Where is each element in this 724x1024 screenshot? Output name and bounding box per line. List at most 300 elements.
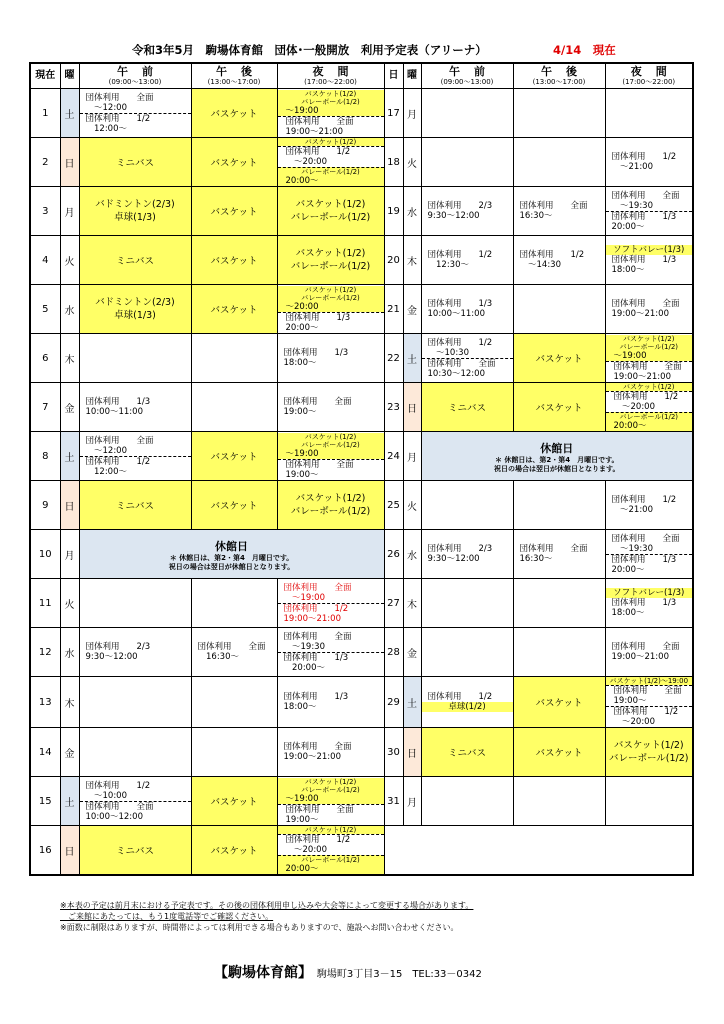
left-ev-line: ～20:00 [285, 845, 327, 855]
facility-name: 【駒場体育館】 [214, 965, 312, 981]
empty-filler [384, 826, 693, 876]
left-pm-cell [191, 432, 277, 481]
right-pm-cell [513, 383, 605, 432]
left-ev-line: 団体利用 1/2 [278, 146, 384, 157]
left-weekday: 日 [60, 826, 79, 876]
left-ev-line: バレーボール(1/2) [278, 167, 384, 176]
right-ev-line: 団体利用 1/3 [606, 554, 693, 565]
closed-title: 休館日 [540, 442, 574, 455]
right-date: 30 [384, 728, 403, 777]
table-row [30, 481, 693, 530]
left-am-line: バドミントン(2/3) [80, 296, 191, 309]
left-pm-cell [191, 187, 277, 236]
left-pm-cell [191, 236, 277, 285]
header-dow2: 曜 [403, 63, 421, 89]
left-pm-line: 団体利用 全面 [197, 642, 266, 652]
left-ev-line: 団体利用 1/3 [278, 652, 384, 663]
right-ev-cell [605, 334, 693, 383]
left-pm-cell [191, 677, 277, 728]
page-title-bar [0, 40, 724, 58]
closed-note: ＊ 休館日は、第2・第4 月曜日です。 [494, 456, 619, 464]
right-pm-activity: バスケット [535, 403, 583, 414]
right-ev-cell [605, 89, 693, 138]
right-ev-lines [606, 534, 693, 575]
left-am-line: 団体利用 1/3 [85, 397, 151, 407]
right-ev-line: 団体利用 1/2 [611, 152, 677, 162]
right-weekday: 木 [403, 579, 421, 628]
left-ev-line: バスケット(1/2) [278, 433, 384, 441]
right-ev-lines [606, 245, 693, 275]
left-am-line: 10:00～12:00 [85, 811, 143, 822]
right-ev-line: 19:00～21:00 [611, 309, 669, 319]
right-am-cell [421, 481, 513, 530]
right-am-line: 9:30～12:00 [427, 211, 480, 221]
right-am-cell [421, 530, 513, 579]
right-ev-line: 団体利用 1/2 [606, 391, 693, 402]
left-am-lines [80, 198, 191, 224]
header-am [79, 63, 191, 89]
left-weekday: 木 [60, 334, 79, 383]
right-ev-cell [605, 777, 693, 826]
right-am-line: 卓球(1/2) [422, 702, 513, 712]
left-ev-lines [278, 247, 384, 273]
left-date: 11 [30, 579, 60, 628]
right-ev-line: 19:00～ [613, 696, 647, 706]
left-date: 15 [30, 777, 60, 826]
footer-note-3: ※面数に制限はありますが、時間帯によっては利用できる場合もありますので、施設へお問い合わせください。 [60, 923, 459, 932]
left-weekday: 火 [60, 579, 79, 628]
right-date: 24 [384, 432, 403, 481]
header-row [30, 63, 693, 89]
right-pm-line: 16:30～ [519, 211, 553, 221]
right-am-cell [421, 777, 513, 826]
right-ev-cell [605, 138, 693, 187]
left-ev-cell [277, 777, 384, 826]
left-ev-lines [278, 348, 384, 368]
left-date: 10 [30, 530, 60, 579]
left-ev-line: 団体利用 全面 [283, 582, 352, 593]
left-am-line: ～10:00 [85, 790, 127, 801]
left-ev-cell [277, 579, 384, 628]
left-ev-line: バレーボール(1/2) [278, 855, 384, 864]
left-pm-cell [191, 138, 277, 187]
left-am-line: ～12:00 [85, 445, 127, 456]
left-ev-lines [278, 492, 384, 518]
right-pm-line: 16:30～ [519, 554, 553, 564]
right-pm-cell [513, 285, 605, 334]
left-ev-line: ～20:00 [278, 302, 384, 312]
left-date: 1 [30, 89, 60, 138]
left-ev-line: 団体利用 全面 [278, 459, 384, 470]
left-ev-line: バスケット(1/2) [278, 198, 384, 211]
left-am-lines [80, 397, 191, 417]
header-dow: 曜 [60, 63, 79, 89]
right-ev-lines [606, 739, 693, 765]
right-date: 29 [384, 677, 403, 728]
right-date: 26 [384, 530, 403, 579]
left-date: 2 [30, 138, 60, 187]
page-title: 令和3年5月 駒場体育館 団体･一般開放 利用予定表（アリーナ） [132, 43, 487, 57]
left-ev-line: バレーボール(1/2) [278, 505, 384, 518]
left-am-line: 団体利用 2/3 [85, 642, 151, 652]
left-am-activity: ミニバス [115, 158, 154, 169]
closed-title: 休館日 [215, 540, 248, 553]
left-weekday: 木 [60, 677, 79, 728]
left-ev-cell [277, 334, 384, 383]
left-ev-line: 団体利用 全面 [283, 742, 352, 752]
right-date: 27 [384, 579, 403, 628]
right-ev-line: ～20:00 [613, 717, 655, 727]
left-ev-cell [277, 481, 384, 530]
left-ev-cell [277, 677, 384, 728]
header-genzai: 現在 [30, 63, 60, 89]
right-weekday: 土 [403, 677, 421, 728]
right-weekday: 火 [403, 481, 421, 530]
right-ev-lines [606, 495, 693, 515]
right-pm-line: 団体利用 全面 [519, 544, 588, 554]
right-date: 17 [384, 89, 403, 138]
left-pm-cell [191, 89, 277, 138]
left-date: 12 [30, 628, 60, 677]
footer-note-2: ご来館にあたっては、もう1度電話等でご確認ください。 [60, 912, 274, 921]
left-pm-cell [191, 826, 277, 876]
left-pm-cell [191, 777, 277, 826]
right-pm-cell [513, 579, 605, 628]
left-am-lines [80, 781, 191, 822]
left-ev-cell [277, 285, 384, 334]
left-pm-activity: バスケット [210, 109, 258, 120]
left-ev-line: 団体利用 全面 [283, 631, 352, 642]
right-ev-lines [606, 677, 693, 727]
table-row [30, 236, 693, 285]
right-ev-line: 20:00～ [611, 221, 645, 232]
left-ev-line: 20:00～ [278, 176, 384, 186]
right-am-activity: ミニバス [447, 403, 486, 414]
right-am-cell [421, 89, 513, 138]
right-weekday: 月 [403, 89, 421, 138]
right-ev-line: 19:00～21:00 [613, 371, 671, 382]
left-am-line: 9:30～12:00 [85, 652, 138, 662]
left-am-line: ～12:00 [85, 102, 127, 113]
right-am-line: 9:30～12:00 [427, 554, 480, 564]
left-ev-line: ～19:00 [278, 106, 384, 116]
left-pm-cell [191, 334, 277, 383]
right-date: 31 [384, 777, 403, 826]
right-pm-cell [513, 777, 605, 826]
left-ev-line: 19:00～ [283, 407, 317, 417]
right-weekday: 金 [403, 628, 421, 677]
left-ev-line: 団体利用 1/2 [278, 834, 384, 845]
left-ev-line: バレーボール(1/2) [278, 98, 384, 106]
left-weekday: 土 [60, 432, 79, 481]
left-ev-lines [278, 692, 384, 712]
right-am-lines [422, 201, 513, 221]
header-ev [277, 63, 384, 89]
right-am-line: 10:00～11:00 [427, 309, 485, 319]
right-pm-cell [513, 334, 605, 383]
left-am-lines [80, 296, 191, 322]
left-pm-cell [191, 728, 277, 777]
left-ev-cell [277, 728, 384, 777]
left-am-lines [80, 642, 191, 662]
left-ev-cell [277, 826, 384, 876]
left-pm-cell [191, 579, 277, 628]
facility-address [214, 962, 482, 982]
right-am-cell [421, 628, 513, 677]
right-ev-line: 団体利用 全面 [611, 190, 680, 201]
right-ev-line: ～19:00 [606, 351, 693, 361]
left-ev-cell [277, 432, 384, 481]
left-date: 7 [30, 383, 60, 432]
right-ev-line: ～19:30 [611, 543, 653, 554]
right-ev-line: ～21:00 [611, 505, 653, 515]
right-pm-cell [513, 728, 605, 777]
header-pm-label: 午後 [216, 65, 266, 78]
right-ev-line: バレーボール(1/2) [606, 752, 693, 765]
closed-note: 祝日の場合は翌日が休館日となります。 [494, 465, 620, 473]
left-date: 9 [30, 481, 60, 530]
header-am2 [421, 63, 513, 89]
left-pm-cell [191, 285, 277, 334]
header-pm2-label: 午後 [541, 65, 591, 78]
left-ev-cell [277, 236, 384, 285]
left-ev-line: 団体利用 全面 [278, 804, 384, 815]
right-ev-line: 団体利用 全面 [606, 361, 693, 372]
left-ev-cell [277, 89, 384, 138]
left-am-cell [79, 728, 191, 777]
left-ev-lines [278, 583, 384, 624]
left-ev-cell [277, 187, 384, 236]
header-day: 日 [384, 63, 403, 89]
left-am-cell [79, 579, 191, 628]
right-pm-cell [513, 481, 605, 530]
left-date: 5 [30, 285, 60, 334]
left-ev-cell [277, 383, 384, 432]
table-row [30, 728, 693, 777]
left-pm-activity: バスケット [210, 797, 258, 808]
right-closed-day [421, 432, 693, 481]
left-ev-line: ～20:00 [285, 157, 327, 167]
table-row [30, 530, 693, 579]
left-ev-line: 18:00～ [283, 702, 317, 712]
left-date: 13 [30, 677, 60, 728]
right-pm-line: ～14:30 [519, 260, 561, 270]
left-pm-activity: バスケット [210, 846, 258, 857]
left-ev-line: バスケット(1/2) [278, 286, 384, 294]
left-ev-line: 団体利用 1/3 [283, 348, 349, 358]
header-am-time: (09:00～13:00) [108, 78, 162, 86]
left-ev-line: 団体利用 1/3 [278, 312, 384, 323]
right-ev-line: 団体利用 1/2 [611, 495, 677, 505]
right-ev-line: 20:00～ [606, 421, 693, 431]
left-ev-line: 団体利用 全面 [283, 397, 352, 407]
left-ev-line: バレーボール(1/2) [278, 211, 384, 224]
right-date: 25 [384, 481, 403, 530]
left-ev-lines [278, 742, 384, 762]
left-am-activity: ミニバス [115, 256, 154, 267]
table-row [30, 383, 693, 432]
right-ev-line: 団体利用 全面 [606, 685, 693, 696]
left-am-cell [79, 187, 191, 236]
right-ev-cell [605, 677, 693, 728]
right-ev-line: 20:00～ [611, 564, 645, 575]
header-ev-label: 夜間 [312, 65, 363, 78]
table-row [30, 89, 693, 138]
right-ev-line: 団体利用 1/2 [606, 706, 693, 717]
left-ev-line: バスケット(1/2) [278, 247, 384, 260]
right-ev-lines [606, 191, 693, 232]
right-date: 21 [384, 285, 403, 334]
left-weekday: 日 [60, 481, 79, 530]
right-weekday: 日 [403, 728, 421, 777]
right-ev-line: 団体利用 1/3 [611, 598, 677, 608]
right-weekday: 木 [403, 236, 421, 285]
left-ev-lines [278, 198, 384, 224]
right-pm-activity: バスケット [535, 354, 583, 365]
right-pm-cell [513, 187, 605, 236]
table-row [30, 187, 693, 236]
left-am-lines [80, 93, 191, 134]
right-ev-line: 団体利用 1/3 [611, 255, 677, 265]
left-am-line: 12:00～ [85, 123, 127, 134]
left-date: 16 [30, 826, 60, 876]
right-ev-lines [606, 152, 693, 172]
right-pm-lines [514, 201, 605, 221]
left-ev-line: 団体利用 1/2 [278, 603, 384, 614]
right-ev-cell [605, 530, 693, 579]
right-am-cell [421, 677, 513, 728]
left-ev-lines [278, 632, 384, 673]
left-am-cell [79, 334, 191, 383]
left-weekday: 日 [60, 138, 79, 187]
right-ev-cell [605, 628, 693, 677]
left-am-cell [79, 236, 191, 285]
table-row [30, 677, 693, 728]
left-am-lines [80, 436, 191, 477]
right-weekday: 日 [403, 383, 421, 432]
table-row [30, 432, 693, 481]
left-date: 6 [30, 334, 60, 383]
left-pm-cell [191, 481, 277, 530]
left-ev-line: バレーボール(1/2) [278, 260, 384, 273]
right-am-cell [421, 187, 513, 236]
right-am-line: 団体利用 1/2 [427, 337, 493, 348]
right-am-line: 団体利用 1/2 [427, 250, 493, 260]
left-ev-line: バレーボール(1/2) [278, 786, 384, 794]
table-row [30, 138, 693, 187]
left-am-cell [79, 285, 191, 334]
left-pm-lines [192, 642, 277, 662]
right-ev-line: 19:00～21:00 [611, 652, 669, 662]
left-weekday: 金 [60, 383, 79, 432]
left-ev-line: バスケット(1/2) [278, 90, 384, 98]
right-ev-line: 団体利用 全面 [611, 642, 680, 652]
right-ev-line: 団体利用 1/3 [606, 211, 693, 222]
left-am-line: 団体利用 全面 [85, 92, 154, 103]
header-ev2-time: (17:00～22:00) [622, 78, 676, 86]
left-am-cell [79, 138, 191, 187]
right-pm-lines [514, 544, 605, 564]
right-pm-cell [513, 530, 605, 579]
table-row [30, 826, 693, 876]
right-ev-lines [606, 383, 693, 431]
left-am-activity: ミニバス [115, 501, 154, 512]
left-ev-line: ～19:30 [283, 641, 325, 652]
table-row [30, 579, 693, 628]
left-am-line: 団体利用 全面 [80, 801, 191, 812]
right-am-lines [422, 544, 513, 564]
left-weekday: 土 [60, 777, 79, 826]
right-am-line: 団体利用 1/3 [427, 299, 493, 309]
right-pm-lines [514, 250, 605, 270]
left-am-line: 団体利用 全面 [85, 435, 154, 446]
right-date: 22 [384, 334, 403, 383]
closed-note: ＊ 休館日は、第2・第4 月曜日です。 [169, 554, 294, 562]
right-ev-line: バスケット(1/2) [606, 739, 693, 752]
right-ev-line: 団体利用 全面 [611, 299, 680, 309]
left-weekday: 土 [60, 89, 79, 138]
left-ev-line: バスケット(1/2) [278, 492, 384, 505]
right-am-cell [421, 334, 513, 383]
left-closed-day [79, 530, 384, 579]
left-ev-line: バレーボール(1/2) [278, 294, 384, 302]
left-am-line: 10:00～11:00 [85, 407, 143, 417]
left-am-cell [79, 89, 191, 138]
left-ev-line: ～19:00 [278, 449, 384, 459]
left-date: 3 [30, 187, 60, 236]
left-pm-activity: バスケット [210, 305, 258, 316]
left-pm-activity: バスケット [210, 501, 258, 512]
left-ev-line: ～19:00 [278, 794, 384, 804]
right-am-cell [421, 236, 513, 285]
left-ev-lines [278, 826, 384, 874]
table-row [30, 777, 693, 826]
footer-notes [60, 900, 473, 933]
left-ev-line: バスケット(1/2) [278, 778, 384, 786]
header-pm-time: (13:00～17:00) [207, 78, 261, 86]
right-pm-cell [513, 89, 605, 138]
right-pm-line: 団体利用 全面 [519, 201, 588, 211]
left-pm-line: 16:30～ [197, 652, 239, 662]
left-pm-activity: バスケット [210, 256, 258, 267]
right-ev-cell [605, 285, 693, 334]
left-ev-line: 19:00～ [285, 469, 319, 480]
left-pm-activity: バスケット [210, 207, 258, 218]
left-weekday: 水 [60, 628, 79, 677]
right-ev-cell [605, 236, 693, 285]
left-pm-activity: バスケット [210, 452, 258, 463]
left-ev-lines [278, 286, 384, 333]
left-ev-line: 19:00～ [285, 814, 319, 825]
right-ev-line: 18:00～ [611, 608, 645, 618]
right-weekday: 火 [403, 138, 421, 187]
right-am-cell [421, 138, 513, 187]
left-am-cell [79, 677, 191, 728]
right-ev-lines [606, 335, 693, 382]
right-am-line: 10:30～12:00 [427, 368, 485, 379]
left-ev-line: 19:00～21:00 [283, 752, 341, 762]
right-date: 19 [384, 187, 403, 236]
header-am2-time: (09:00～13:00) [440, 78, 494, 86]
right-ev-line: ～21:00 [611, 162, 653, 172]
right-date: 28 [384, 628, 403, 677]
right-am-line: 団体利用 2/3 [427, 201, 493, 211]
left-pm-cell [191, 383, 277, 432]
right-weekday: 土 [403, 334, 421, 383]
header-ev2 [605, 63, 693, 89]
right-ev-line: 団体利用 全面 [611, 533, 680, 544]
left-am-line: バドミントン(2/3) [80, 198, 191, 211]
